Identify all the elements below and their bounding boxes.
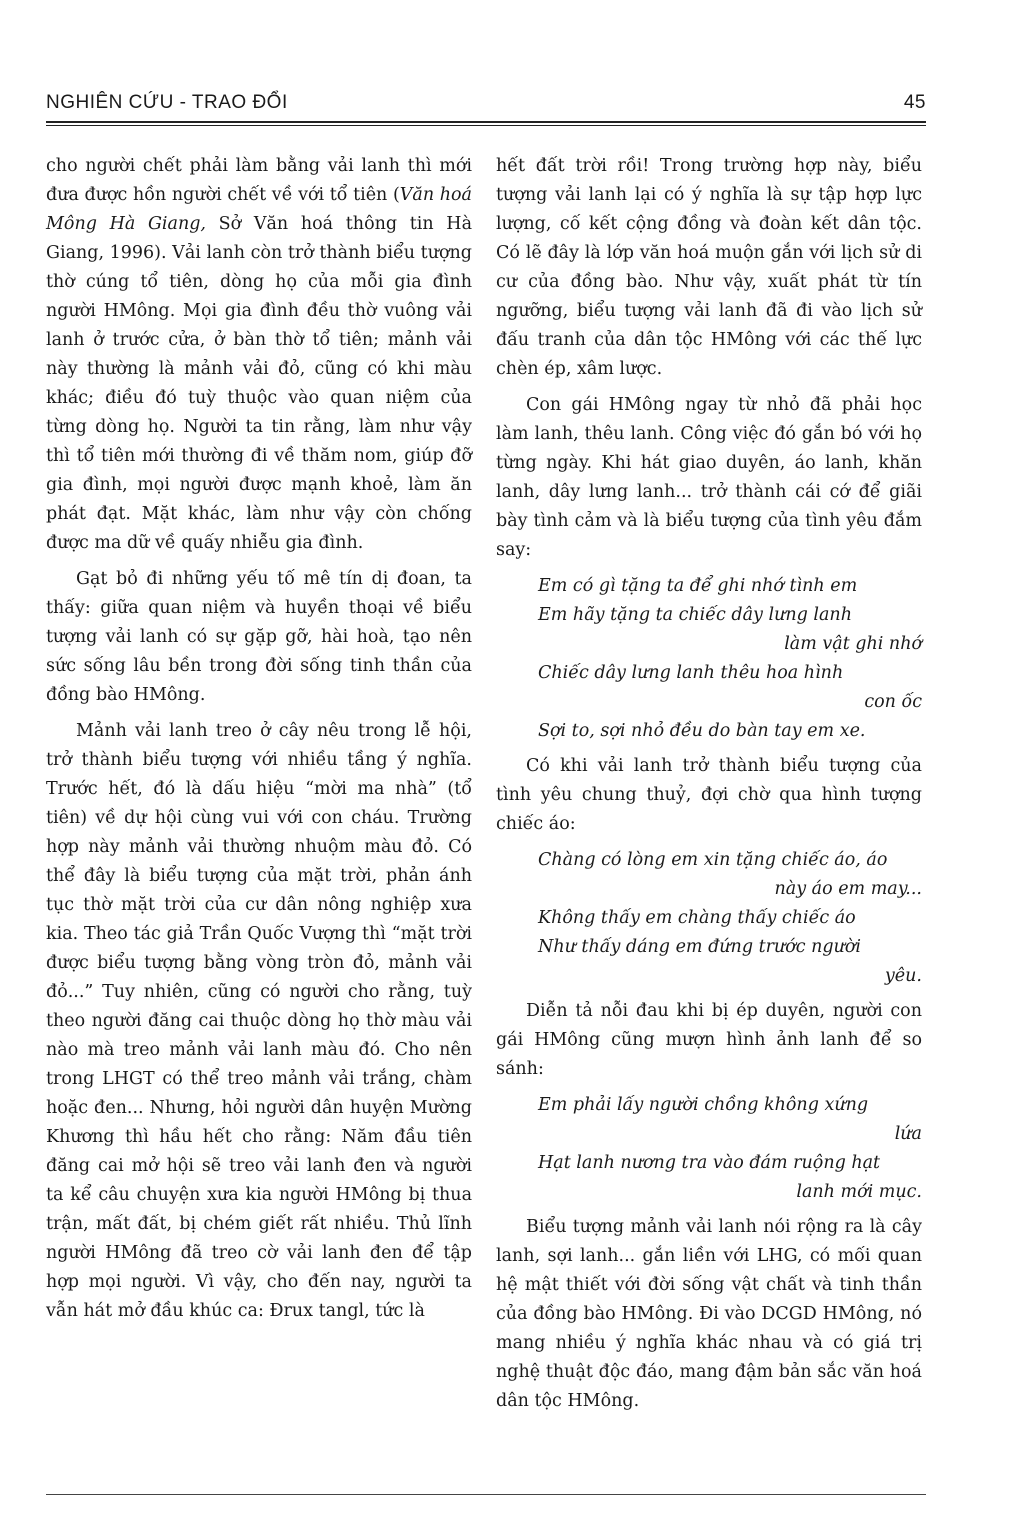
- verse-line-wrap: yêu.: [884, 966, 922, 986]
- verse-line-wrap: lanh mới mục.: [796, 1182, 922, 1202]
- verse-line: Chàng có lòng em xin tặng chiếc áo, áo: [538, 850, 888, 870]
- paragraph: hết đất trời rồi! Trong trường hợp này, biểu tượng vải lanh lại có ý nghĩa là sự tập hợp lực lượng, cố kết cộng đồng và đoàn kết dân tộc. Có lẽ đây là lớp văn hoá muộn gắn với lịch sử di cư của đồng bào. Như vậy, xuất phát từ tín ngưỡng, biểu tượng vải lanh đã đi vào lịch sử đấu tranh của dân tộc HMông với các thế lực chèn ép, xâm lược.: [496, 156, 922, 379]
- text-run: cho người chết phải làm bằng vải lanh thì mới đưa được hồn người chết về với tổ tiên (: [46, 156, 472, 205]
- paragraph: Con gái HMông ngay từ nhỏ đã phải học làm lanh, thêu lanh. Công việc đó gắn bó với họ từng ngày. Khi hát giao duyên, áo lanh, khăn lanh, dây lưng lanh... trở thành cái cớ để giãi bày tình cảm và là biểu tượng của tình yêu đắm say:: [496, 395, 922, 560]
- header-rule: [46, 121, 926, 126]
- right-column: [496, 152, 922, 1423]
- text-run: Sở Văn hoá thông tin Hà Giang, 1996). Vải lanh còn trở thành biểu tượng thờ cúng tổ tiên, dòng họ của mỗi gia đình người HMông. Mọi gia đình đều thờ vuông vải lanh ở trước cửa, ở bàn thờ tổ tiên; mảnh vải này thường là mảnh vải đỏ, cũng có khi màu khác; điều đó tuỳ thuộc vào quan niệm của từng dòng họ. Người ta tin rằng, làm như vậy thì tổ tiên mới thường đi về thăm nom, giúp đỡ gia đình, mọi người được mạnh khoẻ, làm ăn phát đạt. Mặt khác, làm như vậy còn chống được ma dữ về quấy nhiễu gia đình.: [46, 214, 472, 553]
- verse-block: [496, 1091, 922, 1207]
- running-header: [46, 92, 926, 118]
- verse-line: Sợi to, sợi nhỏ đều do bàn tay em xe.: [538, 721, 866, 741]
- verse-line-wrap: lứa: [894, 1124, 922, 1144]
- left-column: [46, 152, 472, 1333]
- paragraph: Diễn tả nỗi đau khi bị ép duyên, người con gái HMông cũng mượn hình ảnh lanh để so sánh:: [496, 1001, 922, 1079]
- section-title: NGHIÊN CỨU - TRAO ĐỔI: [46, 92, 288, 113]
- verse-line: Không thấy em chàng thấy chiếc áo: [538, 908, 856, 928]
- verse-line: Chiếc dây lưng lanh thêu hoa hình: [538, 663, 844, 683]
- page-number: 45: [903, 92, 926, 113]
- paragraph: Gạt bỏ đi những yếu tố mê tín dị đoan, ta thấy: giữa quan niệm và huyền thoại về biểu tượng vải lanh có sự gặp gỡ, hài hoà, tạo nên sức sống lâu bền trong đời sống tinh thần của đồng bào HMông.: [46, 569, 472, 705]
- footer-rule: [46, 1494, 926, 1495]
- verse-block: [496, 846, 922, 991]
- verse-line-wrap: con ốc: [864, 692, 922, 712]
- verse-line-wrap: này áo em may...: [774, 879, 922, 899]
- verse-line: Em phải lấy người chồng không xứng: [538, 1095, 869, 1115]
- verse-line: Em có gì tặng ta để ghi nhớ tình em: [538, 576, 858, 596]
- paragraph: [46, 152, 472, 558]
- paragraph: Biểu tượng mảnh vải lanh nói rộng ra là cây lanh, sợi lanh... gắn liền với LHG, có mối quan hệ mật thiết với đời sống vật chất và tinh thần của đồng bào HMông. Đi vào DCGD HMông, nó mang nhiều ý nghĩa khác nhau và có giá trị nghệ thuật độc đáo, mang đậm bản sắc văn hoá dân tộc HMông.: [496, 1217, 922, 1411]
- verse-block: [496, 572, 922, 746]
- verse-line-wrap: làm vật ghi nhớ: [784, 634, 922, 654]
- paragraph: Có khi vải lanh trở thành biểu tượng của tình yêu chung thuỷ, đợi chờ qua hình tượng chiếc áo:: [496, 756, 922, 834]
- verse-line: Em hãy tặng ta chiếc dây lưng lanh: [538, 605, 852, 625]
- italic-citation: Văn hoá Mông Hà Giang,: [46, 185, 472, 234]
- paragraph: Mảnh vải lanh treo ở cây nêu trong lễ hội, trở thành biểu tượng với nhiều tầng ý nghĩa. Trước hết, đó là dấu hiệu “mời ma nhà” (tổ tiên) về dự hội cùng vui với con cháu. Trường hợp này mảnh vải thường nhuộm màu đỏ. Có thể đây là biểu tượng của mặt trời, phản ánh tục thờ mặt trời của cư dân nông nghiệp xưa kia. Theo tác giả Trần Quốc Vượng thì “mặt trời được biểu tượng bằng vòng tròn đỏ, mảnh vải đỏ...” Tuy nhiên, cũng có người cho rằng, tuỳ theo người đăng cai thuộc dòng họ thờ màu vải nào mà treo mảnh vải lanh màu đó. Cho nên trong LHGT có thể treo mảnh vải trắng, chàm hoặc đen... Nhưng, hỏi người dân huyện Mường Khương thì hầu hết cho rằng: Năm đầu tiên đăng cai mở hội sẽ treo vải lanh đen và người ta kể câu chuyện xưa kia người HMông bị thua trận, mất đất, bị chém giết rất nhiều. Thủ lĩnh người HMông đã treo cờ vải lanh đen để tập hợp mọi người. Vì vậy, cho đến nay, người ta vẫn hát mở đầu khúc ca: Đrux tangl, tức là: [46, 721, 472, 1321]
- verse-line: Hạt lanh nương tra vào đám ruộng hạt: [538, 1153, 881, 1173]
- verse-line: Như thấy dáng em đứng trước người: [538, 937, 862, 957]
